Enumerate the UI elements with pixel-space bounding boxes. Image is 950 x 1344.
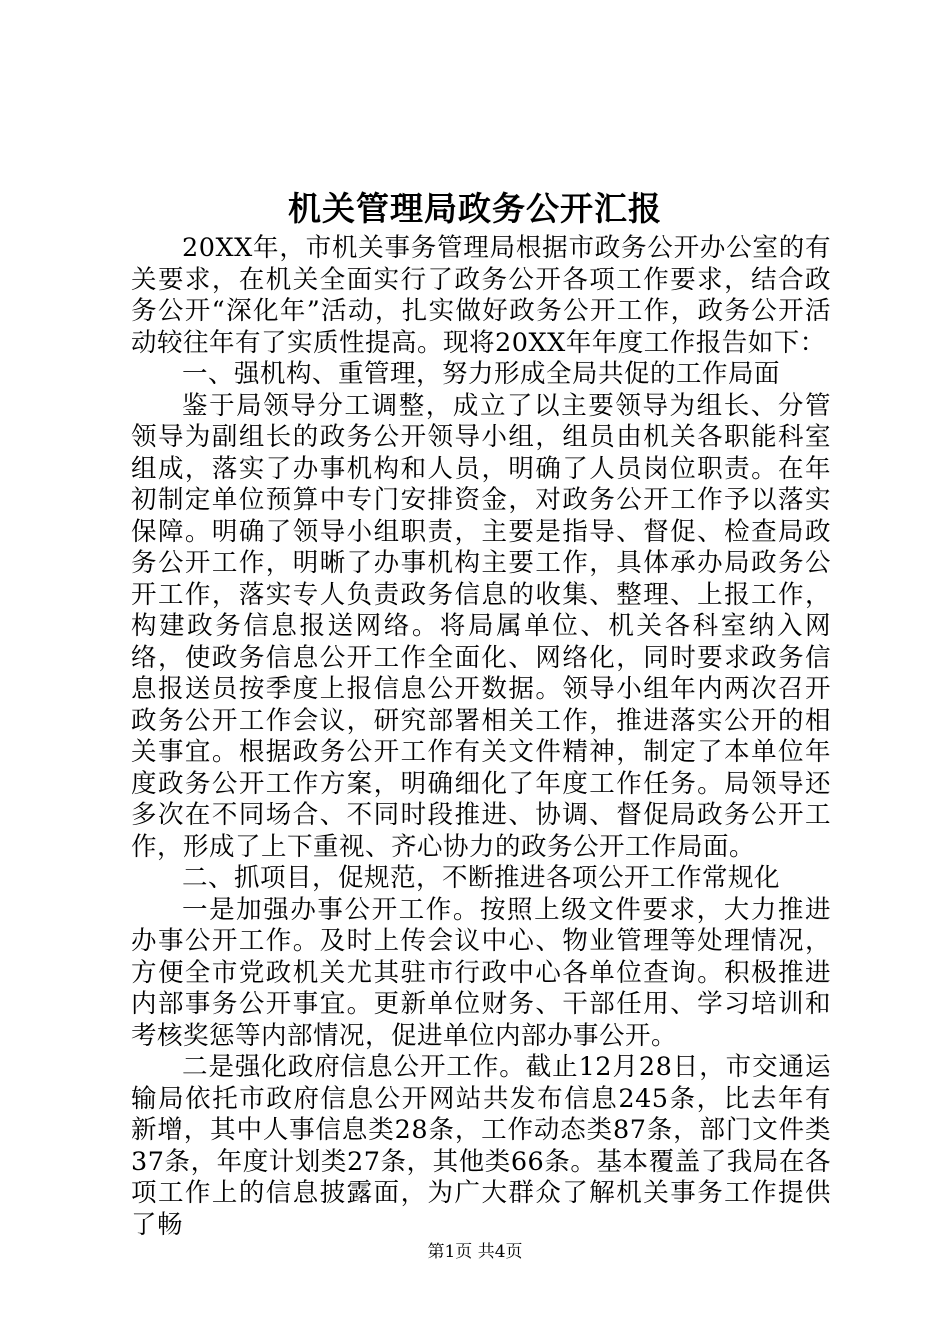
page-indicator: 第1页 共4页 — [427, 1242, 523, 1262]
section-heading-1: 一、强机构、重管理，努力形成全局共促的工作局面 — [182, 359, 781, 389]
page-footer — [0, 1240, 950, 1264]
paragraph-office-disclosure: 一是加强办事公开工作。按照上级文件要求，大力推进办事公开工作。及时上传会议中心、物业管理等处理情况，方便全市党政机关尤其驻市行政中心各单位查询。积极推进内部事务公开事宜。更新单位财务、干部任用、学习培训和考核奖惩等内部情况，促进单位内部办事公开。 — [131, 894, 831, 1051]
document-body — [131, 233, 831, 1241]
paragraph-section-1: 鉴于局领导分工调整，成立了以主要领导为组长、分管领导为副组长的政务公开领导小组，组员由机关各职能科室组成，落实了办事机构和人员，明确了人员岗位职责。在年初制定单位预算中专门安排资金，对政务公开工作予以落实保障。明确了领导小组职责，主要是指导、督促、检查局政务公开工作，明晰了办事机构主要工作，具体承办局政务公开工作，落实专人负责政务信息的收集、整理、上报工作，构建政务信息报送网络。将局属单位、机关各科室纳入网络，使政务信息公开工作全面化、网络化，同时要求政务信息报送员按季度上报信息公开数据。领导小组年内两次召开政务公开工作会议，研究部署相关工作，推进落实公开的相关事宜。根据政务公开工作有关文件精神，制定了本单位年度政务公开工作方案，明确细化了年度工作任务。局领导还多次在不同场合、不同时段推进、协调、督促局政务公开工作，形成了上下重视、齐心协力的政务公开工作局面。 — [131, 390, 831, 862]
paragraph-gov-info-disclosure: 二是强化政府信息公开工作。截止12月28日，市交通运输局依托市政府信息公开网站共发布信息245条，比去年有新增，其中人事信息类28条，工作动态类87条，部门文件类37条，年度计划类27条，其他类66条。基本覆盖了我局在各项工作上的信息披露面，为广大群众了解机关事务工作提供了畅 — [131, 1052, 831, 1240]
paragraph-intro: 20XX年，市机关事务管理局根据市政务公开办公室的有关要求，在机关全面实行了政务公开各项工作要求，结合政务公开“深化年”活动，扎实做好政务公开工作，政务公开活动较往年有了实质性提高。现将20XX年年度工作报告如下： — [131, 233, 831, 358]
document-title: 机关管理局政务公开汇报 — [288, 189, 662, 228]
section-heading-2: 二、抓项目，促规范，不断推进各项公开工作常规化 — [182, 863, 781, 893]
